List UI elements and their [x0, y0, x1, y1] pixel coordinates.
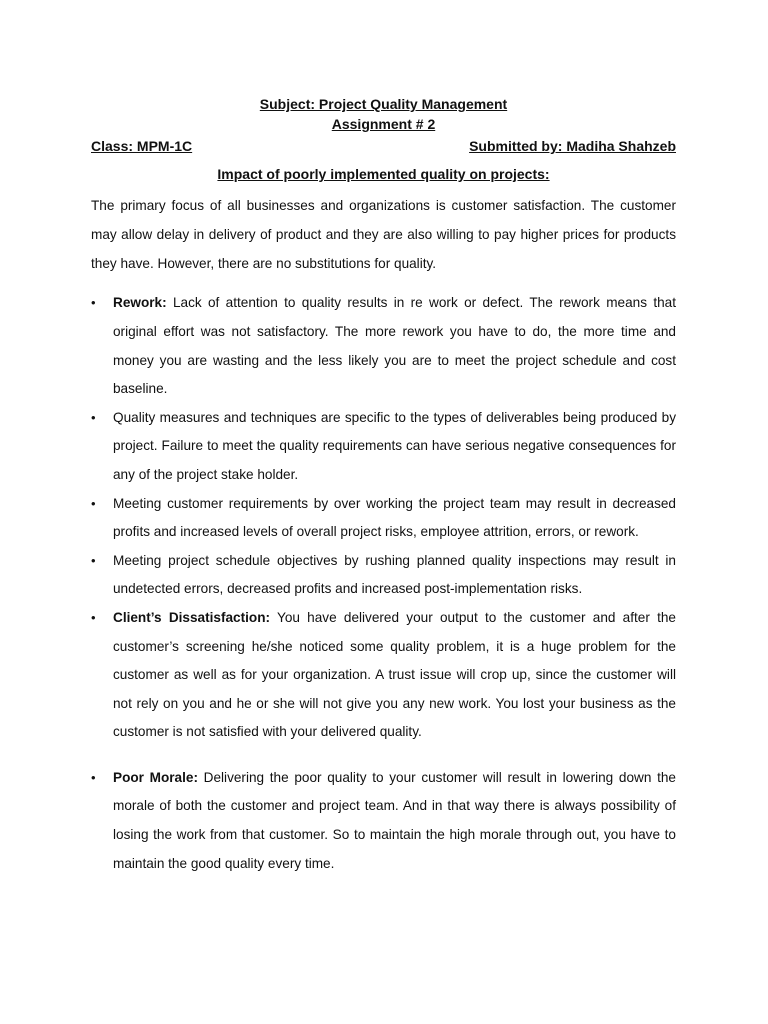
bullet-term: Client’s Dissatisfaction:	[113, 609, 271, 625]
bullet-icon: •	[91, 552, 96, 568]
bullet-text: Delivering the poor quality to your customer will result in lowering down the morale of both the customer and project team. And in that way there is always possibility of losing the work from that customer. So to maintain the high morale through out, you have to maintain the good quality every time.	[113, 769, 676, 871]
bullet-icon: •	[91, 409, 96, 425]
bullet-icon: •	[91, 769, 96, 785]
bullet-item-quality-measures	[91, 404, 676, 490]
bullet-icon: •	[91, 609, 96, 625]
bullet-text: Quality measures and techniques are specific to the types of deliverables being produced by project. Failure to meet the quality requirements can have serious negative consequences for any of the project stake holder.	[113, 409, 676, 482]
bullet-item-customer-requirements	[91, 490, 676, 547]
bullet-item-rework	[91, 289, 676, 403]
bullet-term: Poor Morale:	[113, 769, 198, 785]
bullet-item-client-dissatisfaction	[91, 604, 676, 747]
bullet-text: Meeting project schedule objectives by rushing planned quality inspections may result in undetected errors, decreased profits and increased post-implementation risks.	[113, 552, 676, 597]
bullet-list	[91, 289, 676, 878]
bullet-text: Meeting customer requirements by over working the project team may result in decreased profits and increased levels of overall project risks, employee attrition, errors, or rework.	[113, 495, 676, 540]
subject-title: Subject: Project Quality Management	[259, 96, 508, 112]
intro-paragraph: The primary focus of all businesses and organizations is customer satisfaction. The customer may allow delay in delivery of product and they are also willing to pay higher prices for products they have. However, there are no substitutions for quality.	[91, 198, 676, 271]
bullet-item-poor-morale	[91, 764, 676, 878]
submitted-by: Submitted by: Madiha Shahzeb	[469, 138, 676, 154]
bullet-icon: •	[91, 295, 96, 311]
assignment-title: Assignment # 2	[331, 116, 436, 132]
class-label: Class: MPM-1C	[91, 138, 193, 154]
meta-row	[91, 135, 676, 157]
bullet-icon: •	[91, 495, 96, 511]
bullet-text: Lack of attention to quality results in re work or defect. The rework means that original effort was not satisfactory. The more rework you have to do, the more time and money you are wasting and the less likely you are to meet the project schedule and cost baseline.	[113, 295, 676, 397]
bullet-item-schedule-objectives	[91, 547, 676, 604]
bullet-text: You have delivered your output to the customer and after the customer’s screening he/she noticed some quality problem, it is a huge problem for the customer as well as for your organization. A trust issue will crop up, since the customer will not rely on you and he or she will not give you any new work. You lost your business as the customer is not satisfied with your delivered quality.	[113, 609, 676, 740]
bullet-term: Rework:	[113, 295, 167, 311]
section-heading: Impact of poorly implemented quality on projects:	[217, 166, 550, 182]
